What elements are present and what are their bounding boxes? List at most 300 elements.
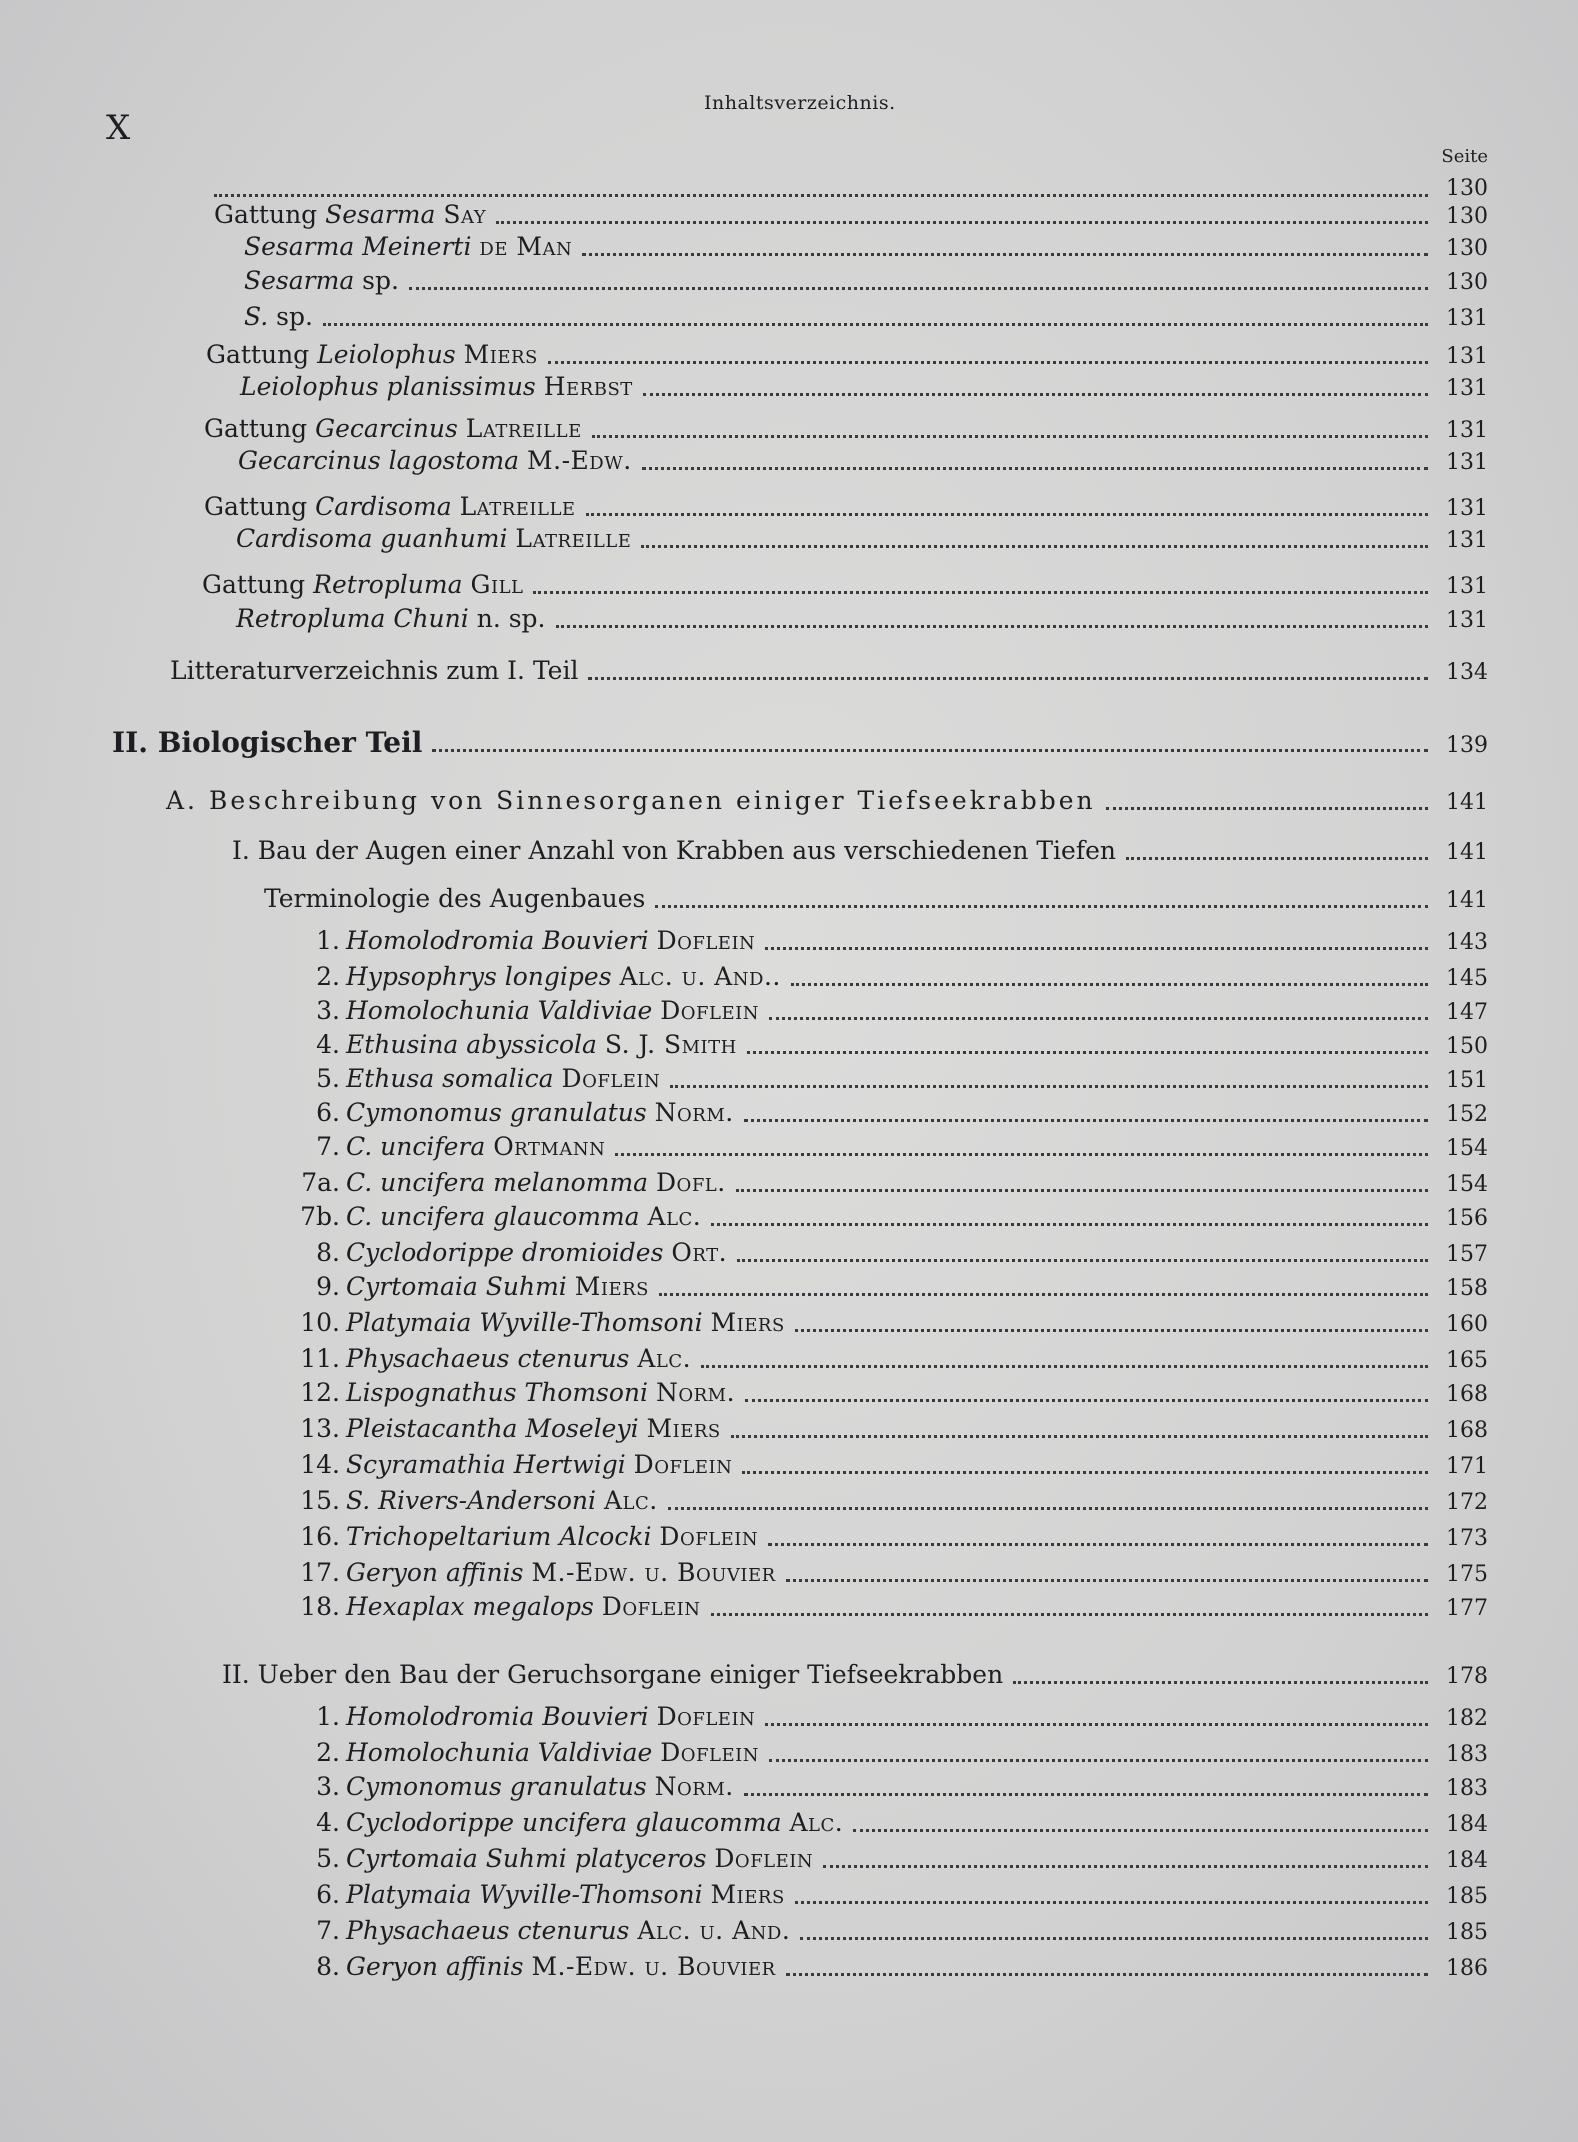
author-name: Ortmann [493, 1132, 606, 1161]
toc-page: 151 [1446, 1068, 1488, 1093]
leader-dots [768, 1543, 1428, 1546]
taxon-name: Geryon affinis [346, 1952, 524, 1981]
leader-dots [786, 1579, 1428, 1582]
toc-page: 172 [1446, 1490, 1488, 1515]
toc-label [214, 200, 486, 230]
list-item [296, 1098, 1488, 1130]
toc-row [236, 524, 1488, 556]
author-name: sp. [276, 302, 313, 331]
leader-dots [214, 194, 1428, 197]
page-number: X [106, 108, 132, 148]
toc-label [296, 1030, 737, 1060]
list-item [296, 1344, 1488, 1376]
toc-row [204, 492, 1488, 524]
entry-number: 3. [316, 996, 340, 1025]
leader-dots [1013, 1681, 1428, 1684]
toc-page: 185 [1446, 1884, 1488, 1909]
taxon-name: Physachaeus ctenurus [346, 1916, 630, 1945]
toc-row [264, 884, 1488, 916]
leader-dots [823, 1865, 1428, 1868]
toc-label [296, 1522, 758, 1552]
author-name: Doflein [660, 1738, 759, 1767]
leader-dots [496, 221, 1428, 224]
entry-number: 7. [316, 1132, 340, 1161]
toc-label [296, 1916, 790, 1946]
toc-row [166, 786, 1488, 818]
entry-number: 6. [316, 1098, 340, 1127]
toc-page: 175 [1446, 1562, 1488, 1587]
author-name: Doflein [601, 1592, 701, 1621]
toc-label [296, 1558, 776, 1588]
toc-page: 141 [1446, 840, 1488, 865]
taxon-name: Sesarma [244, 266, 355, 295]
taxon-name: Leiolophus [317, 340, 456, 369]
toc-page: 131 [1446, 344, 1488, 369]
toc-row [214, 200, 1488, 232]
toc-page: 171 [1446, 1454, 1488, 1479]
taxon-name: Retropluma [313, 570, 463, 599]
leader-dots [659, 1293, 1428, 1296]
part-heading: II. Biologischer Teil [112, 726, 423, 759]
toc-page: 177 [1446, 1596, 1488, 1621]
toc-label [296, 1064, 660, 1094]
toc-page: 182 [1446, 1706, 1488, 1731]
entry-number: 7b. [300, 1202, 340, 1231]
leader-dots [736, 1189, 1428, 1192]
author-name: Miers [463, 340, 538, 369]
entry-prefix: Gattung [204, 492, 308, 521]
list-item [296, 1738, 1488, 1770]
author-name: Alc. [603, 1486, 658, 1515]
leader-dots [745, 1399, 1428, 1402]
entry-number: 1. [316, 926, 340, 955]
section-heading: I. Bau der Augen einer Anzahl von Krabben aus verschiedenen Tiefen [232, 836, 1116, 865]
toc-label [296, 1952, 776, 1982]
taxon-name: Homolochunia Valdiviae [346, 1738, 653, 1767]
taxon-name: Gecarcinus lagostoma [238, 446, 520, 475]
list-item [296, 1378, 1488, 1410]
leader-dots [643, 393, 1428, 396]
leader-dots [556, 625, 1429, 628]
leader-dots [737, 1259, 1428, 1262]
entry-number: 4. [316, 1808, 340, 1837]
entry-number: 8. [316, 1952, 340, 1981]
toc-label [244, 266, 399, 296]
toc-row [244, 302, 1488, 334]
author-name: Miers [646, 1414, 721, 1443]
entry-prefix: Gattung [202, 570, 306, 599]
entry-prefix: Gattung [206, 340, 310, 369]
entry-number: 7a. [301, 1168, 340, 1197]
leader-dots [1106, 807, 1428, 810]
toc-page: 139 [1446, 733, 1488, 758]
author-name: Ort. [671, 1238, 728, 1267]
toc-label [296, 1344, 691, 1374]
leader-dots [795, 1901, 1428, 1904]
toc-page: 131 [1446, 608, 1488, 633]
toc-page: 160 [1446, 1312, 1488, 1337]
list-item [296, 926, 1488, 958]
entry-number: 17. [300, 1558, 340, 1587]
toc-label [296, 1272, 649, 1302]
toc-label [236, 524, 631, 554]
list-item [296, 1916, 1488, 1948]
list-item [296, 1592, 1488, 1624]
toc-label [244, 232, 572, 262]
list-item [296, 1030, 1488, 1062]
leader-dots [655, 905, 1428, 908]
toc-label [236, 604, 546, 634]
entry-number: 3. [316, 1772, 340, 1801]
entry-number: 12. [300, 1378, 340, 1407]
leader-dots [853, 1829, 1428, 1832]
leader-dots [742, 1471, 1428, 1474]
toc-page: 183 [1446, 1776, 1488, 1801]
entry-number: 5. [316, 1844, 340, 1873]
entry-number: 15. [300, 1486, 340, 1515]
toc-label [296, 1168, 726, 1198]
taxon-name: Pleistacantha Moseleyi [346, 1414, 639, 1443]
leader-dots [711, 1223, 1428, 1226]
toc-row [204, 414, 1488, 446]
taxon-name: S. Rivers-Andersoni [346, 1486, 596, 1515]
section-heading: A. Beschreibung von Sinnesorganen einiger Tiefseekrabben [166, 786, 1096, 815]
taxon-name: Sesarma [325, 200, 436, 229]
toc-label [202, 570, 523, 600]
leader-dots [747, 1051, 1428, 1054]
author-name: Latreille [459, 492, 576, 521]
entry-number: 2. [316, 962, 340, 991]
author-name: M.-Edw. u. Bouvier [531, 1952, 776, 1981]
entry-number: 13. [300, 1414, 340, 1443]
taxon-name: Homolodromia Bouvieri [346, 1702, 649, 1731]
toc-label [296, 1414, 721, 1444]
entry-prefix: Gattung [204, 414, 308, 443]
author-name: Doflein [714, 1844, 814, 1873]
entry-number: 10. [300, 1308, 340, 1337]
list-item [296, 1844, 1488, 1876]
leader-dots [769, 1759, 1428, 1762]
author-name: Alc. u. And. [637, 1916, 791, 1945]
taxon-name: Lispognathus Thomsoni [346, 1378, 649, 1407]
toc-label [296, 1772, 734, 1802]
toc-page: 184 [1446, 1812, 1488, 1837]
toc-page: 131 [1446, 450, 1488, 475]
taxon-name: Ethusa somalica [346, 1064, 554, 1093]
toc-row [232, 836, 1488, 868]
list-item [296, 1880, 1488, 1912]
leader-dots [582, 253, 1428, 256]
toc-row [238, 446, 1488, 478]
author-name: Doflein [660, 996, 759, 1025]
leader-dots [642, 467, 1428, 470]
leader-dots [670, 1085, 1428, 1088]
toc-label: Litteraturverzeichnis zum I. Teil [170, 656, 579, 685]
entry-number: 7. [316, 1916, 340, 1945]
taxon-name: Cardisoma guanhumi [236, 524, 508, 553]
list-item [296, 1808, 1488, 1840]
toc-page: 186 [1446, 1956, 1488, 1981]
taxon-name: S. [244, 302, 269, 331]
list-item [296, 1308, 1488, 1340]
leader-dots [592, 435, 1428, 438]
taxon-name: Cardisoma [315, 492, 452, 521]
author-name: Dofl. [656, 1168, 726, 1197]
taxon-name: Cyclodorippe dromioides [346, 1238, 664, 1267]
toc-label [204, 414, 582, 444]
entry-number: 1. [316, 1702, 340, 1731]
entry-number: 18. [300, 1592, 340, 1621]
leader-dots [711, 1613, 1428, 1616]
list-item [296, 1450, 1488, 1482]
toc-label [296, 1738, 759, 1768]
leader-dots [1126, 857, 1428, 860]
author-name: sp. [362, 266, 399, 295]
author-name: Alc. [789, 1808, 844, 1837]
toc-page: 131 [1446, 528, 1488, 553]
toc-label [238, 446, 632, 476]
list-item [296, 1202, 1488, 1234]
toc-page: 141 [1446, 888, 1488, 913]
taxon-name: Ethusina abyssicola [346, 1030, 597, 1059]
entry-number: 9. [316, 1272, 340, 1301]
toc-page: 131 [1446, 306, 1488, 331]
author-name: M.-Edw. u. Bouvier [531, 1558, 776, 1587]
toc-page: 168 [1446, 1418, 1488, 1443]
toc-label [296, 1808, 843, 1838]
author-name: Doflein [561, 1064, 661, 1093]
leader-dots [548, 361, 1428, 364]
taxon-name: Homolochunia Valdiviae [346, 996, 653, 1025]
taxon-name: Cyrtomaia Suhmi [346, 1272, 567, 1301]
toc-page: 145 [1446, 966, 1488, 991]
taxon-name: Geryon affinis [346, 1558, 524, 1587]
list-item [296, 1414, 1488, 1446]
taxon-name: C. uncifera melanomma [346, 1168, 649, 1197]
list-item [296, 1238, 1488, 1270]
toc-row [240, 372, 1488, 404]
taxon-name: Hexaplax megalops [346, 1592, 594, 1621]
leader-dots [731, 1435, 1428, 1438]
toc-page: 147 [1446, 1000, 1488, 1025]
entry-number: 2. [316, 1738, 340, 1767]
leader-dots [615, 1153, 1428, 1156]
leader-dots [588, 677, 1428, 680]
taxon-name: Gecarcinus [315, 414, 458, 443]
author-name: Latreille [465, 414, 582, 443]
toc-label [296, 1098, 734, 1128]
toc-label [296, 1592, 701, 1622]
toc-page: 150 [1446, 1034, 1488, 1059]
list-item [296, 1064, 1488, 1096]
author-name: Doflein [659, 1522, 759, 1551]
toc-label [204, 492, 576, 522]
author-name: de Man [479, 232, 573, 261]
toc-label [296, 1238, 727, 1268]
taxon-name: Homolodromia Bouvieri [346, 926, 649, 955]
list-item [296, 1272, 1488, 1304]
leader-dots [323, 323, 1428, 326]
author-name: Latreille [515, 524, 632, 553]
list-item [296, 1702, 1488, 1734]
toc-page: 143 [1446, 930, 1488, 955]
toc-page: 131 [1446, 496, 1488, 521]
toc-row [206, 340, 1488, 372]
author-name: Doflein [633, 1450, 733, 1479]
taxon-name: Trichopeltarium Alcocki [346, 1522, 652, 1551]
leader-dots [586, 513, 1428, 516]
seite-label: Seite [1441, 146, 1488, 167]
toc-page: 185 [1446, 1920, 1488, 1945]
taxon-name: Scyramathia Hertwigi [346, 1450, 626, 1479]
taxon-name: Physachaeus ctenurus [346, 1344, 630, 1373]
toc-page: 152 [1446, 1102, 1488, 1127]
taxon-name: Cymonomus granulatus [346, 1772, 647, 1801]
toc-page: 131 [1446, 574, 1488, 599]
entry-number: 16. [300, 1522, 340, 1551]
leader-dots [795, 1329, 1428, 1332]
author-name: S. J. Smith [604, 1030, 737, 1059]
toc-label [296, 962, 781, 992]
author-name: Doflein [656, 1702, 756, 1731]
entry-number: 8. [316, 1238, 340, 1267]
leader-dots [744, 1119, 1428, 1122]
toc-page: 157 [1446, 1242, 1488, 1267]
author-name: Doflein [656, 926, 756, 955]
leader-dots [668, 1507, 1428, 1510]
toc-label [296, 1486, 658, 1516]
toc-row [202, 570, 1488, 602]
running-head: Inhaltsverzeichnis. [704, 92, 896, 114]
entry-number: 6. [316, 1880, 340, 1909]
list-item [296, 962, 1488, 994]
list-item [296, 1132, 1488, 1164]
leader-dots [533, 591, 1428, 594]
leader-dots [791, 983, 1428, 986]
toc-page: 131 [1446, 376, 1488, 401]
toc-label [244, 302, 313, 332]
leader-dots [409, 287, 1428, 290]
toc-label [206, 340, 538, 370]
author-name: n. sp. [476, 604, 546, 633]
list-item [296, 1522, 1488, 1554]
taxon-name: Cyrtomaia Suhmi platyceros [346, 1844, 707, 1873]
toc-label [296, 1308, 785, 1338]
leader-dots [432, 749, 1428, 752]
toc-page: 158 [1446, 1276, 1488, 1301]
toc-label [296, 1880, 785, 1910]
leader-dots [744, 1793, 1428, 1796]
author-name: Alc. [647, 1202, 702, 1231]
taxon-name: C. uncifera glaucomma [346, 1202, 640, 1231]
toc-row [170, 656, 1488, 688]
toc-row [112, 728, 1488, 761]
list-item [296, 1486, 1488, 1518]
leader-dots [765, 1723, 1428, 1726]
author-name: M.-Edw. [527, 446, 632, 475]
list-item [296, 1558, 1488, 1590]
author-name: Miers [710, 1880, 785, 1909]
author-name: Norm. [655, 1378, 736, 1407]
toc-page: 154 [1446, 1172, 1488, 1197]
taxon-name: Platymaia Wyville-Thomsoni [346, 1880, 703, 1909]
taxon-name: Cymonomus granulatus [346, 1098, 647, 1127]
list-item [296, 996, 1488, 1028]
toc-row [236, 604, 1488, 636]
toc-label [296, 1132, 605, 1162]
toc-page: 173 [1446, 1526, 1488, 1551]
toc-page: 131 [1446, 418, 1488, 443]
toc-label [240, 372, 633, 402]
taxon-name: C. uncifera [346, 1132, 486, 1161]
leader-dots [800, 1937, 1428, 1940]
toc-page: 156 [1446, 1206, 1488, 1231]
toc-page: 130 [1446, 270, 1488, 295]
toc-label [296, 926, 755, 956]
taxon-name: Sesarma Meinerti [244, 232, 472, 261]
author-name: Alc. u. And.. [619, 962, 781, 991]
toc-page: 168 [1446, 1382, 1488, 1407]
toc-label [296, 996, 759, 1026]
toc-page: 130 [1446, 204, 1488, 229]
leader-dots [786, 1973, 1428, 1976]
leader-dots [641, 545, 1428, 548]
author-name: Gill [470, 570, 524, 599]
toc-label: Terminologie des Augenbaues [264, 884, 646, 913]
toc-page: 141 [1446, 790, 1488, 815]
list-item [296, 1772, 1488, 1804]
toc-label [296, 1378, 735, 1408]
toc-row [244, 232, 1488, 264]
taxon-name: Leiolophus planissimus [240, 372, 536, 401]
list-item [296, 1168, 1488, 1200]
taxon-name: Hypsophrys longipes [346, 962, 612, 991]
toc-page: 130 [1446, 176, 1488, 201]
entry-number: 11. [300, 1344, 340, 1373]
author-name: Norm. [654, 1772, 734, 1801]
toc-page: 178 [1446, 1664, 1488, 1689]
taxon-name: Cyclodorippe uncifera glaucomma [346, 1808, 782, 1837]
toc-page: 184 [1446, 1848, 1488, 1873]
list-item [296, 1952, 1488, 1984]
toc-label [296, 1702, 755, 1732]
entry-number: 14. [300, 1450, 340, 1479]
toc-page: 165 [1446, 1348, 1488, 1373]
entry-number: 4. [316, 1030, 340, 1059]
toc-row [222, 1660, 1488, 1692]
taxon-name: Retropluma Chuni [236, 604, 469, 633]
toc-page: 134 [1446, 660, 1488, 685]
toc-page: 130 [1446, 236, 1488, 261]
author-name: Say [443, 200, 487, 229]
leader-dots [769, 1017, 1428, 1020]
entry-number: 5. [316, 1064, 340, 1093]
leader-dots [701, 1365, 1428, 1368]
leader-dots [765, 947, 1428, 950]
toc-row [244, 266, 1488, 298]
section-heading: II. Ueber den Bau der Geruchsorgane einiger Tiefseekrabben [222, 1660, 1004, 1689]
toc-page: 154 [1446, 1136, 1488, 1161]
entry-prefix: Gattung [214, 200, 318, 229]
toc-label [296, 1844, 813, 1874]
author-name: Norm. [654, 1098, 734, 1127]
author-name: Alc. [637, 1344, 692, 1373]
author-name: Herbst [543, 372, 633, 401]
toc-label [296, 1450, 732, 1480]
author-name: Miers [574, 1272, 649, 1301]
taxon-name: Platymaia Wyville-Thomsoni [346, 1308, 703, 1337]
toc-label [296, 1202, 701, 1232]
